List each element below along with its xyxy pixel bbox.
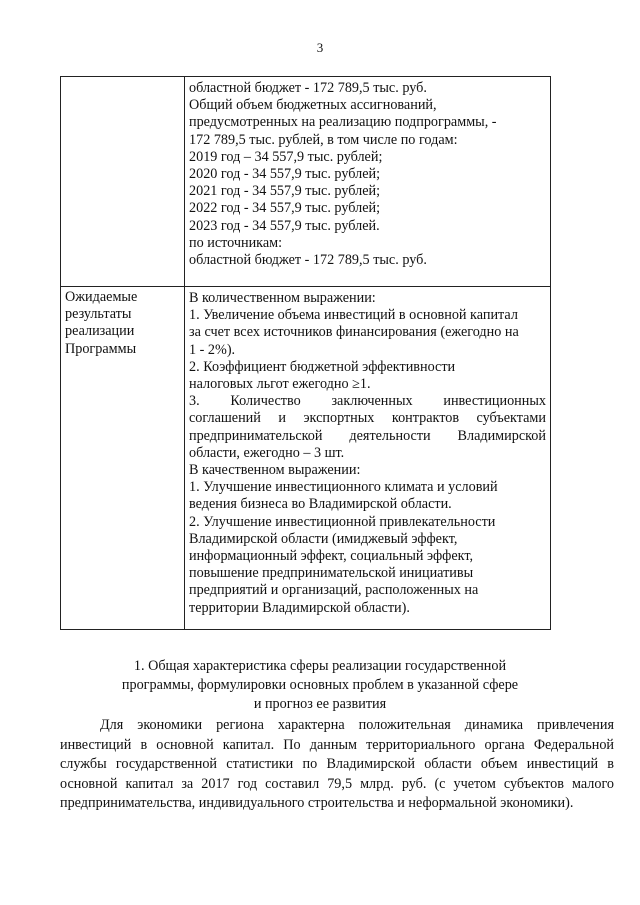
- results-line: ведения бизнеса во Владимирской области.: [189, 496, 452, 513]
- section-heading-line: программы, формулировки основных проблем в указанной сфере: [121, 677, 519, 693]
- funding-line: 2020 год - 34 557,9 тыс. рублей;: [189, 166, 381, 183]
- page-number: 3: [316, 40, 324, 55]
- funding-cell: [185, 77, 550, 286]
- section-heading-line: 1. Общая характеристика сферы реализации государственной: [133, 658, 507, 674]
- funding-line: 2021 год - 34 557,9 тыс. рублей;: [189, 183, 381, 200]
- program-passport-table: [60, 76, 551, 630]
- paragraph-line: предпринимательства, индивидуального строительства и неформальной экономики).: [60, 795, 574, 811]
- body-paragraph: [60, 716, 614, 814]
- results-line: 2. Улучшение инвестиционной привлекательности: [189, 513, 496, 530]
- results-line: 1. Увеличение объема инвестиций в основной капитал: [189, 307, 518, 324]
- row-label-line: результаты: [65, 306, 132, 323]
- results-line: 1. Улучшение инвестиционного климата и условий: [189, 479, 498, 496]
- row-label-cell: [61, 287, 185, 629]
- results-line: 3. Количество заключенных инвестиционных: [189, 393, 546, 410]
- results-line: территории Владимирской области).: [189, 599, 410, 616]
- funding-line: областной бюджет - 172 789,5 тыс. руб.: [189, 252, 427, 269]
- results-line: повышение предпринимательской инициативы: [189, 565, 474, 582]
- results-line: за счет всех источников финансирования (ежегодно на: [189, 324, 519, 341]
- funding-line: 2019 год – 34 557,9 тыс. рублей;: [189, 148, 383, 165]
- results-cell: [185, 287, 550, 629]
- table-row-funding: [61, 77, 550, 286]
- results-line: области, ежегодно – 3 шт.: [189, 444, 345, 461]
- row-label-line: Ожидаемые: [65, 289, 138, 305]
- paragraph-line: инвестиций в основной капитал. По данным территориального органа Федеральной: [60, 736, 614, 753]
- results-line: предпринимательской деятельности Владимирской: [189, 427, 546, 444]
- funding-line: Общий объем бюджетных ассигнований,: [189, 97, 437, 114]
- paragraph-line: Для экономики региона характерна положительная динамика привлечения: [100, 717, 614, 733]
- results-line: предприятий и организаций, расположенных на: [189, 582, 479, 599]
- paragraph-line: службы государственной статистики по Владимирской области объем инвестиций в: [60, 756, 614, 772]
- funding-line: по источникам:: [189, 234, 283, 251]
- row-label-cell: [61, 77, 185, 286]
- results-line: соглашений и экспортных контрактов субъектами: [189, 410, 546, 427]
- results-line: информационный эффект, социальный эффект,: [189, 548, 474, 565]
- funding-line: областной бюджет - 172 789,5 тыс. руб.: [189, 80, 427, 96]
- funding-line: 2022 год - 34 557,9 тыс. рублей;: [189, 200, 381, 217]
- section-heading: [0, 657, 640, 714]
- results-line: 1 - 2%).: [189, 341, 236, 358]
- results-line: 2. Коэффициент бюджетной эффективности: [189, 358, 456, 375]
- results-line: Владимирской области (имиджевый эффект,: [189, 530, 458, 547]
- funding-line: 172 789,5 тыс. рублей, в том числе по годам:: [189, 131, 458, 148]
- row-label-line: Программы: [65, 340, 137, 357]
- funding-line: 2023 год - 34 557,9 тыс. рублей.: [189, 217, 380, 234]
- results-line: В качественном выражении:: [189, 462, 361, 479]
- row-label-line: реализации: [65, 323, 135, 340]
- paragraph-line: основной капитал за 2017 год составил 79,5 млрд. руб. (с учетом субъектов малого: [60, 775, 614, 792]
- table-row-expected-results: [61, 286, 550, 629]
- results-line: В количественном выражении:: [189, 290, 376, 306]
- results-line: налоговых льгот ежегодно ≥1.: [189, 376, 371, 393]
- funding-line: предусмотренных на реализацию подпрограммы, -: [189, 114, 497, 131]
- section-heading-line: и прогноз ее развития: [253, 696, 387, 712]
